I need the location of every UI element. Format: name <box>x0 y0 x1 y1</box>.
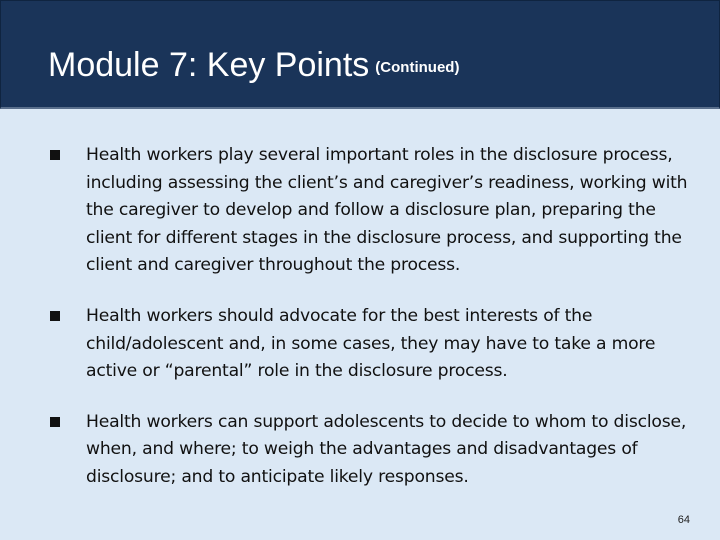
key-point-item <box>50 303 690 386</box>
page-number: 64 <box>677 514 690 526</box>
key-point-item <box>50 409 690 492</box>
slide-header <box>0 0 720 109</box>
square-bullet-icon <box>50 417 60 427</box>
slide-content <box>0 109 720 540</box>
slide-title-text: Module 7: Key Points <box>48 46 370 84</box>
slide-subtitle: (Continued) <box>375 59 460 76</box>
square-bullet-icon <box>50 311 60 321</box>
key-point-text: Health workers play several important roles in the disclosure process, including assessing the client’s and caregiver’s readiness, working with the caregiver to develop and follow a disclosure plan, preparing the client for different stages in the disclosure process, and supporting the client and caregiver throughout the process. <box>86 145 688 276</box>
key-point-text: Health workers should advocate for the best interests of the child/adolescent and, in some cases, they may have to take a more active or “parental” role in the disclosure process. <box>86 305 656 382</box>
slide-title <box>48 45 459 88</box>
square-bullet-icon <box>50 150 60 160</box>
key-points-list <box>50 142 690 515</box>
key-point-text: Health workers can support adolescents to decide to whom to disclose, when, and where; to weigh the advantages and disadvantages of disclosure; and to anticipate likely responses. <box>86 411 687 487</box>
key-point-item <box>50 142 690 280</box>
